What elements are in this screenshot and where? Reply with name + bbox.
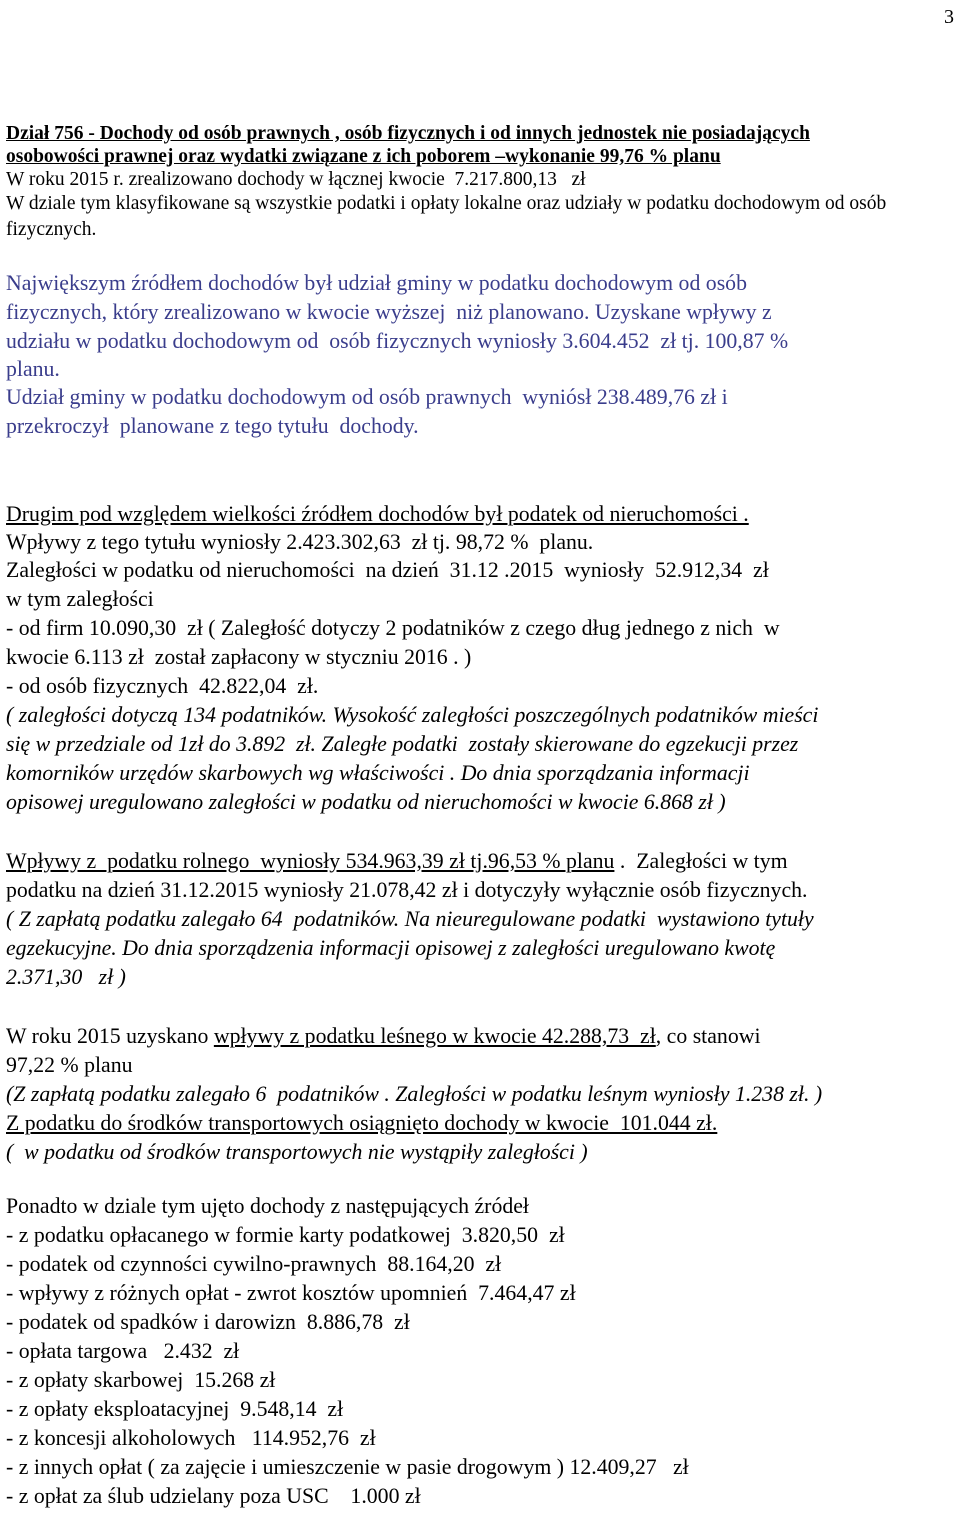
- total-income-line: W roku 2015 r. zrealizowano dochody w łącznej kwocie 7.217.800,13 zł: [6, 169, 586, 190]
- pit-paragraph-line-2: fizycznych, który zrealizowano w kwocie wyższej niż planowano. Uzyskane wpływy z: [6, 300, 772, 324]
- forest-tax-percent-start: , co stanowi: [655, 1024, 761, 1048]
- agricultural-tax-line-4: egzekucyjne. Do dnia sporządzenia informacji opisowej z zaległości uregulowano kwotę: [6, 936, 776, 960]
- transport-tax-income: Z podatku do środków transportowych osiągnięto dochody w kwocie 101.044 zł.: [6, 1111, 718, 1135]
- other-income-item: - z opłaty eksploatacyjnej 9.548,14 zł: [6, 1397, 344, 1421]
- other-income-item: - opłata targowa 2.432 zł: [6, 1339, 240, 1363]
- pit-paragraph-line-3: udziału w podatku dochodowym od osób fizycznych wyniosły 3.604.452 zł tj. 100,87 %: [6, 329, 789, 353]
- pit-paragraph-line-1: Największym źródłem dochodów był udział gminy w podatku dochodowym od osób: [6, 271, 747, 295]
- agricultural-tax-line-5: 2.371,30 zł ): [6, 965, 126, 989]
- agricultural-tax-arrears-start: . Zaległości w tym: [614, 849, 788, 873]
- property-tax-income: Wpływy z tego tytułu wyniosły 2.423.302,63 zł tj. 98,72 % planu.: [6, 530, 594, 554]
- other-income-item: - podatek od spadków i darowizn 8.886,78 zł: [6, 1310, 410, 1334]
- forest-tax-intro: W roku 2015 uzyskano: [6, 1024, 214, 1048]
- cit-paragraph-line-2: przekroczył planowane z tego tytułu dochody.: [6, 414, 419, 438]
- forest-tax-arrears: (Z zapłatą podatku zalegało 6 podatników . Zaległości w podatku leśnym wyniosły 1.238 zł. ): [6, 1082, 823, 1106]
- classification-line-1: W dziale tym klasyfikowane są wszystkie podatki i opłaty lokalne oraz udziały w podatku dochodowym od osób: [6, 193, 887, 214]
- other-income-item: - z koncesji alkoholowych 114.952,76 zł: [6, 1426, 376, 1450]
- other-income-intro: Ponadto w dziale tym ujęto dochody z następujących źródeł: [6, 1194, 529, 1218]
- classification-line-2: fizycznych.: [6, 219, 97, 240]
- other-income-item: - podatek od czynności cywilno-prawnych 88.164,20 zł: [6, 1252, 502, 1276]
- arrears-note-line-2: się w przedziale od 1zł do 3.892 zł. Zaległe podatki zostały skierowane do egzekucji przez: [6, 732, 799, 756]
- agricultural-tax-line-3: ( Z zapłatą podatku zalegało 64 podatników. Na nieuregulowane podatki wystawiono tytuły: [6, 907, 814, 931]
- agricultural-tax-line-2: podatku na dzień 31.12.2015 wyniosły 21.078,42 zł i dotyczyły wyłącznie osób fizycznych.: [6, 878, 808, 902]
- section-heading-line-1: Dział 756 - Dochody od osób prawnych , osób fizycznych i od innych jednostek nie posiadających: [6, 123, 810, 144]
- other-income-item: - z opłat za ślub udzielany poza USC 1.000 zł: [6, 1484, 421, 1508]
- forest-tax-line-1: [6, 1026, 761, 1048]
- property-tax-arrears: Zaległości w podatku od nieruchomości na dzień 31.12 .2015 wyniosły 52.912,34 zł: [6, 558, 769, 582]
- agricultural-tax-line-1: [6, 851, 788, 873]
- other-income-item: - wpływy z różnych opłat - zwrot kosztów upomnień 7.464,47 zł: [6, 1281, 576, 1305]
- property-tax-heading: Drugim pod względem wielkości źródłem dochodów był podatek od nieruchomości .: [6, 502, 749, 526]
- arrears-note-line-4: opisowej uregulowano zaległości w podatku od nieruchomości w kwocie 6.868 zł ): [6, 790, 726, 814]
- forest-tax-income: wpływy z podatku leśnego w kwocie 42.288,73 zł: [213, 1024, 656, 1048]
- agricultural-tax-income: Wpływy z podatku rolnego wyniosły 534.963,39 zł tj.96,53 % planu: [6, 849, 615, 873]
- arrears-firms-line-1: - od firm 10.090,30 zł ( Zaległość dotyczy 2 podatników z czego dług jednego z nich w: [6, 616, 780, 640]
- arrears-individuals: - od osób fizycznych 42.822,04 zł.: [6, 674, 319, 698]
- pit-paragraph-line-4: planu.: [6, 357, 60, 381]
- transport-tax-note: ( w podatku od środków transportowych nie wystąpiły zaległości ): [6, 1140, 588, 1164]
- other-income-item: - z podatku opłacanego w formie karty podatkowej 3.820,50 zł: [6, 1223, 565, 1247]
- section-heading-line-2: osobowości prawnej oraz wydatki związane z ich poborem –wykonanie 99,76 % planu: [6, 146, 721, 167]
- other-income-item: - z opłaty skarbowej 15.268 zł: [6, 1368, 276, 1392]
- other-income-item: - z innych opłat ( za zajęcie i umieszczenie w pasie drogowym ) 12.409,27 zł: [6, 1455, 689, 1479]
- cit-paragraph-line-1: Udział gminy w podatku dochodowym od osób prawnych wyniósł 238.489,76 zł i: [6, 385, 728, 409]
- property-tax-arrears-breakdown: w tym zaległości: [6, 587, 154, 611]
- page-number: 3: [944, 6, 954, 28]
- forest-tax-line-2: 97,22 % planu: [6, 1053, 133, 1077]
- arrears-note-line-1: ( zaległości dotyczą 134 podatników. Wysokość zaległości poszczególnych podatników mieści: [6, 703, 819, 727]
- arrears-note-line-3: komorników urzędów skarbowych wg właściwości . Do dnia sporządzania informacji: [6, 761, 750, 785]
- arrears-firms-line-2: kwocie 6.113 zł został zapłacony w styczniu 2016 . ): [6, 645, 472, 669]
